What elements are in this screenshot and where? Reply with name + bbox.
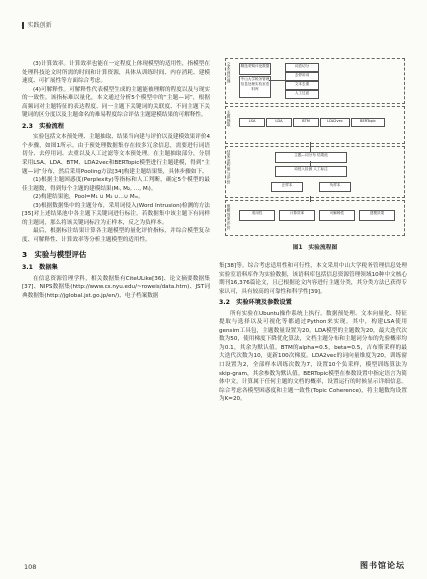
flow-box: 人工过滤 (285, 90, 319, 99)
paragraph: (4)可解释性。可解释性代表模型生成的主题能被理解的程度以及与现实的一致性。该指标难以量化，本文通过分析5个模型中的“主题—词”，根据高频词对主题特征的表达程度、同一主题下关键词的关联度、不同主题下关键词的区分度以及主题命名的难易程度综合评估主题建模结果的可解释性。 (22, 86, 210, 119)
flow-box: 正样本 (271, 182, 303, 192)
flow-arrow (310, 161, 311, 166)
paragraph: (3)根据数据集中的主题分布，采用词侵入(Word Intrusion)检测的方法[35]对上述结果池中各主题下关键词进行标注。若数据集中该主题下有同样的主题词，那么将该关键词标注为正样本，反之为负样本。 (22, 202, 210, 226)
flow-box: 负样本 (319, 182, 351, 192)
stage-label: 文本预处理 (227, 62, 232, 84)
left-column (22, 60, 210, 300)
flow-box: 精选采购评论数据 (239, 63, 271, 75)
flow-box: 词侵入检测 人工标注 (275, 166, 347, 177)
right-column (219, 262, 407, 404)
stage-label: 结果池构建与评价 (227, 150, 232, 185)
paragraph: 所有实验在Ubuntu操作系统上执行。数据预处理、文本向量化、特征提取与选择以及可视化等都通过Python来实现。其中，构建LSA使用gensim工具包，主题数量设置为20。LDA模型的主题数为20，最大迭代次数为50，使用梯度下降优化算法，文档主题分布和主题词分布的先验概率均为0.1，其余为默认值。BTM的alpha=0.5，beta=0.5，吉布斯采样的最大迭代次数为10，更新100次梯度。LDA2vec的词向量维度为20，训练窗口设置为2，全部样本训练次数为7，设置10个负采样，模型训练算法为skip-gram，其余参数为默认值。BERTopic模型在参数设置中指定语言为简体中文，计算属于任何主题的文档的概率，设置运行的时候显示详细信息。综合考虑各模型困惑度和主题一致性(Topic Coherence)，将主题数均设置为K=20。 (219, 310, 407, 403)
paragraph: 实验包括文本预处理、主题抽取、结果当向建与评价以及建模效果评价4个步骤，如图1所示。由于预处理数据集存在较多冗余信息，需要进行词语切分、去停用词、去重以及人工过滤等文本预处理。在主题抽取部分，分别采用LSA、LDA、BTM、LDA2vec和BERTopic模型进行主题建模，得到“主题—词”分布，然后采用Pooling方法[34]构建主题结果集，具体步骤如下。 (22, 134, 210, 175)
section-heading: 3.2 实验环境及参数设置 (219, 299, 292, 307)
flow-box: 中山大学税务管理信息处理实验室语料库 (239, 76, 271, 98)
flow-arrow (310, 196, 311, 202)
model-box: BERTopic (351, 118, 385, 127)
stage-label: 主题抽取 (227, 110, 232, 128)
page-number: 108 (24, 563, 37, 571)
section-heading: 2.3 实验流程 (22, 122, 64, 130)
flow-box: 去停用词 (285, 72, 319, 81)
model-box: LDA (266, 118, 292, 127)
chapter-heading: 3 实验与模型评估 (22, 250, 87, 260)
flow-box: 主题—词分布 结果池 (275, 152, 347, 163)
flow-box: 文本去重 (285, 81, 319, 90)
model-box: BTM (293, 118, 319, 127)
paragraph: 最后，根据标注结果计算各主题模型的量化评价指标，并综合模型复杂度、可解释性、计算效率等分析主题模型的适用性。 (22, 228, 210, 243)
model-box: LSA (239, 118, 265, 127)
flowchart-figure (225, 58, 405, 236)
running-header (22, 20, 52, 29)
journal-logo: 图书馆论坛 (360, 561, 405, 570)
eval-box: 建模效果 (359, 210, 395, 221)
section-label: 实践创新 (27, 22, 52, 29)
section-heading: 3.1 数据集 (22, 264, 58, 272)
paragraph: (2)构建结果池，Pool=M₁ ∪ M₂ ∪…∪ Mₘ。 (33, 194, 144, 201)
flow-box: 词语切分 (285, 63, 319, 72)
header-bar (22, 22, 24, 29)
flow-arrow (269, 80, 285, 81)
paragraph: 在信息资源管理学科，相关数据集有CiteULike[36]、论文摘要数据集[37]、NIPS数据集(http://www.cs.nyu.edu/~roweis/data.htm)、JST词典数据集(http://jglobal.jst.go.jp/en/)、电子档案数据 (22, 275, 210, 299)
eval-box: 计算效率 (279, 210, 315, 221)
paragraph: (3)计算效率。计算效率也能在一定程度上体现模型的适用性，指模型在处理科技论文时所需的时间和计算资源，具体从训练时间、内存消耗、建模速度、可扩展性等方面综合考虑。 (22, 61, 210, 85)
eval-box: 可解释性 (319, 210, 355, 221)
model-box: LDA2vec (320, 118, 350, 127)
paragraph: (1)根据主题困惑度(Perplexity)等指标和人工判断，确定5个模型的最佳主题数，得到每个主题的建模结果(Mᵢ, M₂, …, Mᵢ)。 (22, 177, 210, 192)
stage-label: 建模效果评价 (227, 204, 232, 230)
figure-caption: 图1 实验流程图 (292, 245, 338, 251)
paragraph: 集[38]等。综合考虑适用性和可行性，本文采用中山大学税务管理信息处理实验室语料库作为实验数据，该语料库包括信息资源管理领域10种中文核心期刊16,376篇论文，且已根据论文内容进行主题分类，其分类方法已获得专家认可，具有较高的可靠性和科学性[39]。 (219, 263, 407, 295)
flow-arrow (310, 142, 311, 152)
eval-box: 适用性 (239, 210, 275, 221)
